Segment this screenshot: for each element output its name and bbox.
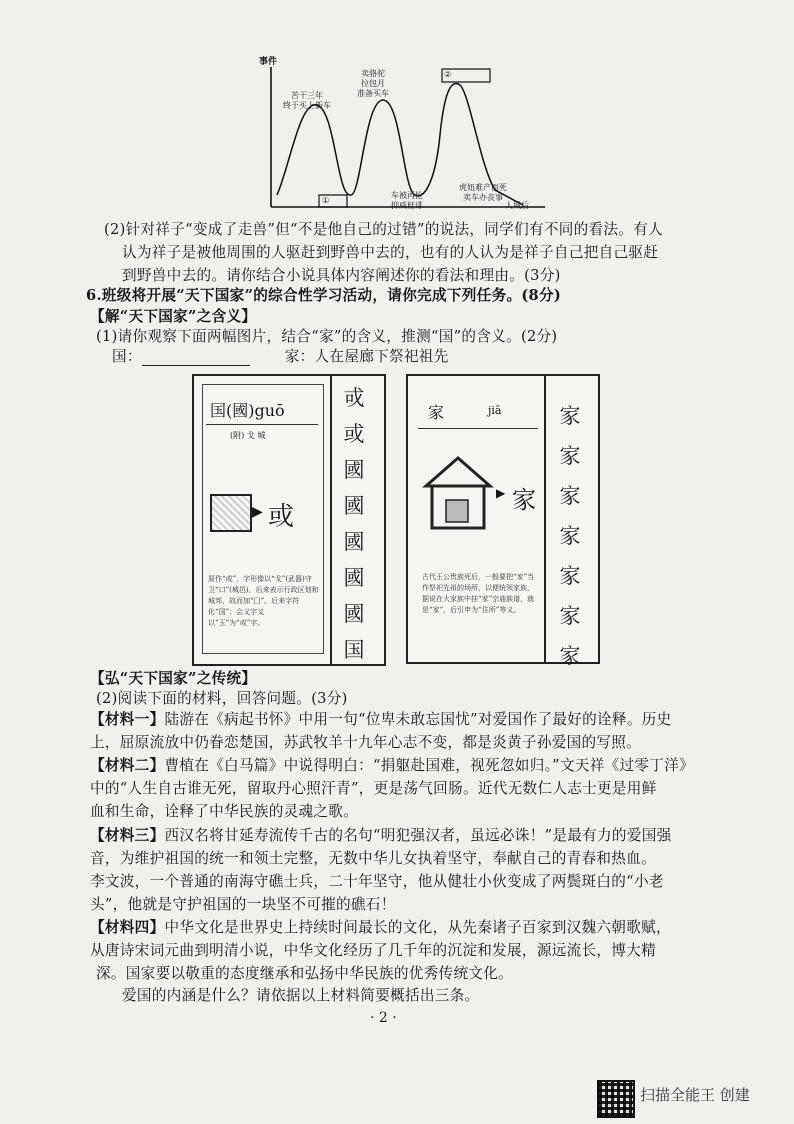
- jia-definition: 家：人在屋廊下祭祀祖先: [284, 348, 449, 365]
- material-line: 李文波，一个普通的南海守礁士兵，二十年坚守，他从健壮小伙变成了两鬓斑白的“小老: [90, 873, 664, 890]
- card-guo-glyph-column: 戓 或 國 國 國 國 國 国: [343, 386, 365, 662]
- material-line: 头”，他就是守护祖国的一块坚不可摧的礁石！: [90, 896, 396, 913]
- card-jia-pinyin: jiā: [488, 404, 502, 417]
- sub-question-1: (1)请你观察下面两幅图片，结合“家”的含义，推测“国”的含义。(2分): [96, 328, 558, 345]
- q2-line-2: 认为祥子是被他周围的人驱赶到野兽中去的，也有的人认为是祥子自己把自己驱赶: [122, 244, 659, 261]
- guo-answer-blank[interactable]: [142, 351, 250, 366]
- plot-box-label-1: ①: [322, 196, 330, 205]
- card-jia-rule: [418, 428, 538, 429]
- watermark-text: 扫描全能王 创建: [640, 1086, 750, 1104]
- card-guo-glyph-main: 或: [268, 502, 295, 532]
- material-line: 从唐诗宋词元曲到明清小说，中华文化经历了几千年的沉淀和发展，源远流长，博大精: [90, 942, 656, 959]
- plot-label-trough2: 车被再抢 抑威枉诽: [391, 191, 423, 210]
- card-guo-image: [210, 494, 252, 532]
- material-line: 【材料三】西汉名将甘延寿流传千古的名句“明犯强汉者，虽远必诛！”是最有力的爱国强: [90, 827, 672, 844]
- q2-line-1: (2)针对祥子“变成了走兽”但“不是他自己的过错”的说法，同学们有不同的看法。有人: [104, 221, 664, 238]
- plot-axis-label: 事件: [259, 57, 278, 67]
- card-jia-caption: 古代王公贵族死后，一般要把“家”当作祭祀先祖的场所，以便统领家族，据说在大家族中挂“家”宗庙族谱，就是“家”，后引申为“住所”等义。: [422, 573, 535, 614]
- card-guo-caption: 原作“或”，字形像以“戈”(武器)守卫“口”(城邑)，后来表示行政区划和城邦，故而加“囗”。后来字符化“国”；会义字又以“玉”为“或”字。: [208, 575, 319, 627]
- section-2-heading: 【弘“天下国家”之传统】: [90, 670, 257, 687]
- guo-answer-line: [112, 345, 449, 366]
- card-guo-col-border: [330, 376, 332, 664]
- plot-label-trough3: 虎妞难产而死 卖车办丧事: [459, 183, 507, 202]
- page-number: · 2 ·: [370, 1010, 397, 1026]
- plot-box-label-2: ②: [444, 70, 452, 79]
- card-guo-rule: [206, 424, 318, 425]
- material-line: 中的“人生自古谁无死，留取丹心照汗青”，更是荡气回肠。近代无数仁人志士更是用鲜: [90, 780, 657, 797]
- material-line: 【材料二】曹植在《白马篇》中说得明白：“捐躯赴国难，视死忽如归。”文天祥《过零丁洋》: [90, 757, 694, 774]
- material-line: 【材料四】中华文化是世界史上持续时间最长的文化，从先秦诸子百家到汉魏六朝歌赋，: [90, 919, 671, 936]
- arrow-icon: ▶: [496, 486, 506, 500]
- plot-label-peak2: 卖骆驼 拉包月 准备买车: [357, 69, 389, 98]
- plot-graph: [255, 55, 555, 215]
- sub-question-2: (2)阅读下面的材料，回答问题。(3分): [96, 690, 348, 707]
- card-guo: [192, 374, 386, 666]
- card-guo-sub: (附) 戈 城: [230, 431, 266, 440]
- material-line: 深。国家要以敬重的态度继承和弘扬中华民族的优秀传统文化。: [96, 965, 514, 982]
- qr-code-icon: [597, 1080, 635, 1118]
- section-1-heading: 【解“天下国家”之含义】: [90, 308, 257, 325]
- card-jia-header: 家: [428, 403, 445, 422]
- material-line: 上，屈原流放中仍眷恋楚国，苏武牧羊十九年心志不变，都是炎黄子孙爱国的写照。: [90, 734, 642, 751]
- house-icon: [422, 454, 494, 532]
- card-jia-col-border: [544, 376, 546, 662]
- final-question: 爱国的内涵是什么？请依据以上材料简要概括出三条。: [122, 987, 480, 1004]
- q6-title: 6.班级将开展“天下国家”的综合性学习活动，请你完成下列任务。(8分): [86, 287, 562, 304]
- card-jia-glyph-column: 家 家 家 家 家 家 家: [559, 404, 581, 668]
- guo-prefix: 国：: [112, 348, 142, 365]
- card-guo-header: 国(國)guō: [210, 401, 285, 420]
- material-line: 血和生命，诠释了中华民族的灵魂之歌。: [90, 803, 359, 820]
- material-line: 【材料一】陆游在《病起书怀》中用一句“位卑未敢忘国忧”对爱国作了最好的诠释。历史: [90, 711, 672, 728]
- q2-line-3: 到野兽中去的。请你结合小说具体内容阐述你的看法和理由。(3分): [122, 267, 561, 284]
- plot-label-end: 人城后: [505, 201, 529, 210]
- plot-label-peak1: 苦干三年 终于买上新车: [283, 91, 331, 110]
- material-line: 音，为维护祖国的统一和领土完整，无数中华儿女执着坚守，奉献自己的青春和热血。: [90, 850, 656, 867]
- card-jia-glyph-main: 家: [512, 486, 536, 514]
- card-jia: [406, 374, 600, 668]
- arrow-icon: ▶: [252, 504, 263, 520]
